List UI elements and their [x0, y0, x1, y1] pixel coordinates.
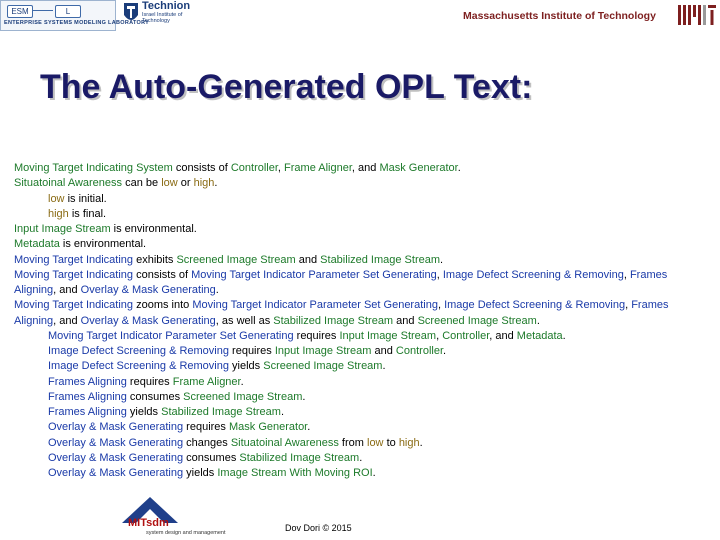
- opl-text: can be: [122, 177, 162, 190]
- esml-logo: [0, 0, 150, 31]
- opl-text: .: [359, 451, 363, 464]
- opl-object: Metadata: [516, 329, 563, 342]
- opl-line: [14, 222, 714, 237]
- opl-text: requires: [126, 375, 173, 388]
- technion-logo-icon: [122, 1, 140, 25]
- opl-process: Moving Target Indicating: [14, 268, 134, 281]
- opl-text: yields: [228, 360, 264, 373]
- opl-line: [14, 375, 714, 390]
- esml-logo-box-esm: ESM: [7, 5, 33, 18]
- opl-text: .: [562, 329, 566, 342]
- opl-state: low: [48, 192, 65, 205]
- opl-text: zooms into: [133, 299, 193, 312]
- opl-state: low: [367, 436, 384, 449]
- opl-line: [14, 436, 714, 451]
- esml-logo-arrow: [33, 10, 53, 11]
- opl-process: Overlay & Mask Generating: [48, 451, 184, 464]
- opl-line: [14, 314, 714, 329]
- technion-subtitle: Israel Institute of Technology: [142, 12, 183, 24]
- opl-line: [14, 329, 714, 344]
- opl-text: .: [302, 390, 306, 403]
- opl-line: [14, 420, 714, 435]
- opl-process: Image Defect Screening & Removing: [444, 299, 626, 312]
- opl-object: Stabilized Image Stream: [320, 253, 441, 266]
- opl-text: .: [382, 360, 386, 373]
- opl-object: Stabilized Image Stream: [273, 314, 394, 327]
- opl-object: Frame Aligner: [284, 162, 352, 174]
- opl-text: yields: [183, 467, 218, 479]
- opl-line: [14, 207, 714, 222]
- mitsdm-logo-caption: system design and management: [146, 530, 226, 536]
- opl-line: [14, 359, 714, 374]
- opl-text: .: [443, 345, 447, 357]
- opl-text: consumes: [183, 451, 240, 464]
- opl-text: and: [371, 345, 396, 357]
- mitsdm-logo: [120, 495, 238, 540]
- opl-object: Image Stream With Moving ROI: [217, 467, 373, 479]
- esml-logo-caption: ENTERPRISE SYSTEMS MODELING LABORATORY: [4, 20, 150, 26]
- opl-process: Overlay & Mask Generating: [48, 436, 184, 449]
- opl-object: Moving Target Indicating System: [14, 162, 173, 174]
- opl-text: and: [393, 314, 418, 327]
- opl-object: Screened Image Stream: [263, 360, 383, 373]
- opl-object: Stabilized Image Stream: [161, 406, 281, 418]
- opl-line: [14, 283, 714, 298]
- opl-text-block: [14, 161, 714, 481]
- opl-line: [14, 466, 714, 481]
- opl-object: Metadata: [14, 238, 60, 251]
- opl-text: changes: [183, 436, 231, 449]
- opl-text: exhibits: [133, 253, 177, 266]
- opl-text: and: [295, 253, 321, 266]
- opl-process: Overlay & Mask Generating: [80, 284, 216, 296]
- opl-object: Input Image Stream: [14, 223, 111, 235]
- opl-process: Moving Target Indicating: [14, 253, 134, 266]
- opl-text: .: [440, 253, 444, 266]
- opl-process: Frames Aligning: [48, 406, 127, 418]
- opl-line: [14, 237, 714, 252]
- esml-logo-box-l: L: [55, 5, 81, 18]
- opl-text: ,: [436, 329, 443, 342]
- opl-text: , and: [351, 162, 380, 174]
- slide-title: The Auto-Generated OPL Text:: [40, 68, 533, 106]
- opl-text: ,: [623, 268, 630, 281]
- opl-process: Frames Aligning: [48, 375, 127, 388]
- opl-text: .: [457, 162, 461, 174]
- opl-text: .: [240, 375, 244, 388]
- opl-state: high: [398, 436, 420, 449]
- opl-object: Stabilized Image Stream: [239, 451, 360, 464]
- opl-object: Screened Image Stream: [183, 390, 303, 403]
- opl-text: requires: [293, 329, 340, 342]
- opl-text: , and: [53, 284, 81, 296]
- opl-process: Aligning: [14, 314, 54, 327]
- opl-process: Frames Aligning: [48, 390, 127, 403]
- opl-line: [14, 176, 714, 191]
- opl-object: Input Image Stream: [339, 329, 437, 342]
- opl-text: yields: [126, 406, 162, 418]
- opl-text: consumes: [126, 390, 184, 403]
- opl-text: .: [214, 177, 218, 190]
- opl-text: ,: [437, 299, 445, 312]
- opl-object: Screened Image Stream: [417, 314, 537, 327]
- opl-text: requires: [183, 421, 229, 434]
- opl-line: [14, 451, 714, 466]
- opl-process: Frames: [629, 268, 668, 281]
- opl-process: Aligning: [14, 284, 54, 296]
- opl-line: [14, 298, 714, 313]
- opl-state: high: [193, 177, 215, 190]
- technion-name: Technion: [142, 0, 191, 12]
- opl-state: high: [48, 207, 69, 220]
- opl-text: from: [338, 436, 367, 449]
- opl-text: .: [280, 406, 285, 418]
- opl-text: to: [383, 436, 399, 449]
- opl-object: Controller: [395, 345, 443, 357]
- footer-copyright: Dov Dori © 2015: [285, 523, 352, 533]
- opl-process: Moving Target Indicator Parameter Set Generating: [191, 268, 437, 281]
- opl-process: Overlay & Mask Generating: [80, 314, 216, 327]
- mitsdm-logo-text: MITsdm: [128, 517, 169, 529]
- opl-state: low: [161, 177, 178, 190]
- opl-text: or: [177, 177, 194, 190]
- opl-process: Image Defect Screening & Removing: [48, 345, 229, 357]
- opl-process: Moving Target Indicator Parameter Set Generating: [192, 299, 438, 312]
- opl-text: .: [419, 436, 423, 449]
- opl-process: Moving Target Indicating: [14, 299, 134, 312]
- opl-text: , as well as: [215, 314, 274, 327]
- opl-line: [14, 405, 714, 420]
- opl-process: Overlay & Mask Generating: [48, 467, 184, 479]
- mit-logo-icon: [678, 5, 716, 25]
- opl-text: .: [307, 421, 311, 434]
- opl-object: Situatoinal Awareness: [14, 177, 123, 190]
- opl-line: [14, 390, 714, 405]
- opl-text: , and: [489, 329, 517, 342]
- opl-text: is environmental.: [59, 238, 147, 251]
- opl-process: Moving Target Indicator Parameter Set Generating: [48, 329, 294, 342]
- opl-object: Input Image Stream: [274, 345, 372, 357]
- opl-text: .: [536, 314, 540, 327]
- opl-process: Image Defect Screening & Removing: [442, 268, 624, 281]
- mit-name: Massachusetts Institute of Technology: [463, 10, 656, 22]
- opl-line: [14, 268, 714, 283]
- opl-text: is initial.: [64, 192, 107, 205]
- opl-text: ,: [436, 268, 443, 281]
- opl-text: .: [215, 284, 219, 296]
- opl-text: ,: [625, 299, 632, 312]
- opl-text: requires: [228, 345, 275, 357]
- opl-text: .: [372, 467, 376, 479]
- opl-line: [14, 161, 714, 176]
- opl-text: is final.: [68, 207, 107, 220]
- opl-object: Mask Generator: [228, 421, 308, 434]
- opl-object: Screened Image Stream: [176, 253, 296, 266]
- opl-line: [14, 344, 714, 359]
- opl-text: is environmental.: [110, 223, 197, 235]
- opl-line: [14, 253, 714, 268]
- opl-text: , and: [53, 314, 81, 327]
- opl-process: Image Defect Screening & Removing: [48, 360, 229, 373]
- opl-line: [14, 192, 714, 207]
- opl-object: Controller: [230, 162, 278, 174]
- opl-object: Controller: [442, 329, 490, 342]
- opl-text: consists of: [172, 162, 231, 174]
- opl-text: ,: [277, 162, 285, 174]
- opl-object: Frame Aligner: [172, 375, 241, 388]
- opl-text: consists of: [133, 268, 192, 281]
- opl-object: Mask Generator: [379, 162, 458, 174]
- opl-process: Frames: [631, 299, 669, 312]
- opl-process: Overlay & Mask Generating: [48, 421, 184, 434]
- opl-object: Situatoinal Awareness: [230, 436, 339, 449]
